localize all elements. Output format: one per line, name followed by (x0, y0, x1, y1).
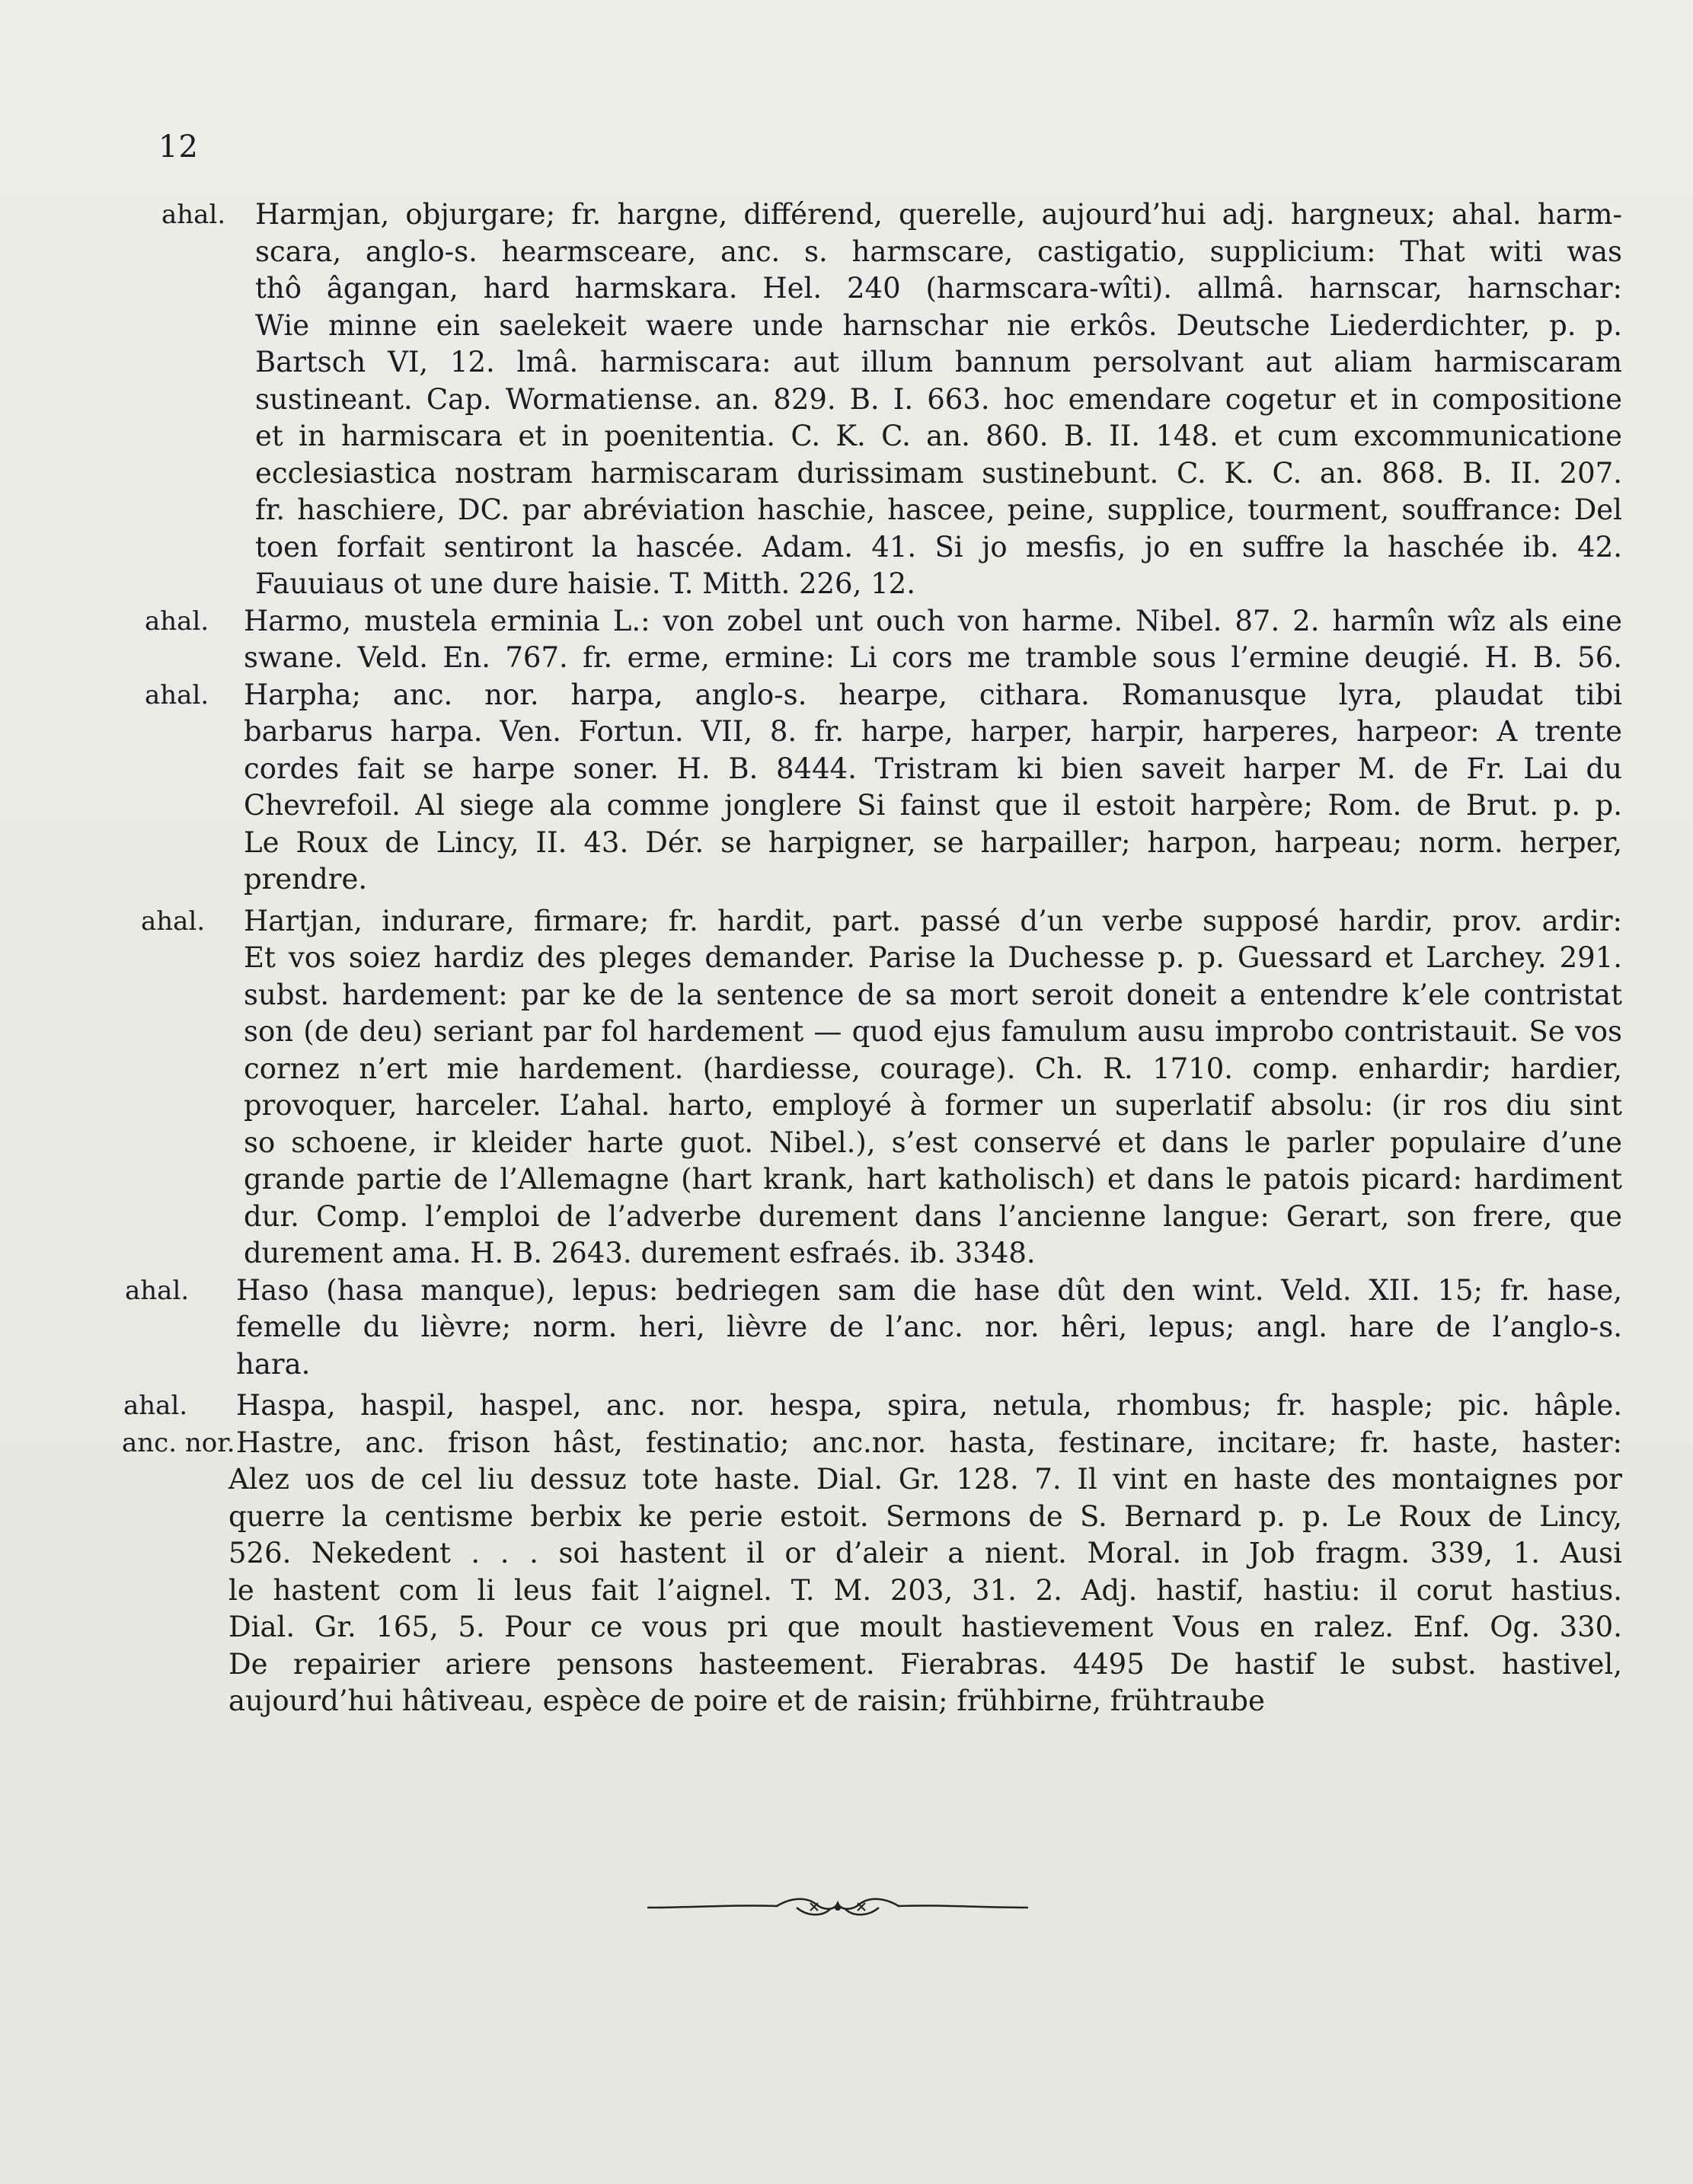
entry-language-label: ahal. (123, 1391, 188, 1421)
entry-line: cornez n’ert mie hardement. (hardiesse, courage). Ch. R. 1710. comp. enhardir; hardier, (244, 1052, 1622, 1085)
entry-language-label: ahal. (125, 1275, 190, 1306)
entry-line: subst. hardement: par ke de la sentence de sa mort seroit doneit a entendre k’ele contristat (244, 978, 1622, 1011)
entry-line: son (de deu) seriant par fol hardement — quod ejus famulum ausu improbo contristauit. Se vos (244, 1015, 1622, 1048)
entry-haspa (114, 1387, 1622, 1425)
entry-haso (114, 1272, 1622, 1384)
entry-line: swane. Veld. En. 767. fr. erme, ermine: Li cors me tramble sous l’ermine deugié. H. B. 56. (244, 641, 1622, 674)
entry-harpha (114, 677, 1622, 899)
entry-line: Bartsch VI, 12. lmâ. harmiscara: aut illum bannum persolvant aut aliam harmiscaram (255, 346, 1622, 378)
entry-line: toen forfait sentiront la hascée. Adam. 41. Si jo mesfis, jo en suffre la haschée ib. 42. (255, 530, 1622, 564)
ornamental-rule-icon (647, 1891, 1028, 1924)
entry-line: Alez uos de cel liu dessuz tote haste. Dial. Gr. 128. 7. Il vint en haste des montaignes por (228, 1463, 1622, 1496)
dictionary-entries (114, 196, 1622, 1720)
page-number: 12 (158, 129, 199, 164)
entry-line: durement ama. H. B. 2643. durement esfraés. ib. 3348. (244, 1237, 1036, 1269)
entry-line: sustineant. Cap. Wormatiense. an. 829. B. I. 663. hoc emendare cogetur et in compositione (255, 382, 1622, 416)
entry-line: Le Roux de Lincy, II. 43. Dér. se harpigner, se harpailler; harpon, harpeau; norm. herper, (244, 825, 1622, 859)
entry-line: Fauuiaus ot une dure haisie. T. Mitth. 226, 12. (255, 567, 915, 600)
entry-line: Wie minne ein saelekeit waere unde harnschar nie erkôs. Deutsche Liederdichter, p. p. (255, 308, 1622, 342)
entry-line: ecclesiastica nostram harmiscaram durissimam sustinebunt. C. K. C. an. 868. B. II. 207. (255, 456, 1622, 490)
entry-line: querre la centisme berbix ke perie estoit. Sermons de S. Bernard p. p. Le Roux de Lincy, (228, 1499, 1622, 1533)
entry-line: le hastent com li leus fait l’aignel. T. M. 203, 31. 2. Adj. hastif, hastiu: il corut hastius. (228, 1573, 1622, 1607)
entry-line: et in harmiscara et in poenitentia. C. K. C. an. 860. B. II. 148. et cum excommunicatione (255, 420, 1622, 452)
entry-line: thô âgangan, hard harmskara. Hel. 240 (harmscara-wîti). allmâ. harnscar, harnschar: (255, 272, 1622, 305)
entry-line: prendre. (244, 863, 368, 896)
entry-line: barbarus harpa. Ven. Fortun. VII, 8. fr. harpe, harper, harpir, harperes, harpeor: A trente (244, 715, 1622, 748)
entry-line: scara, anglo-s. hearmsceare, anc. s. harmscare, castigatio, supplicium: That witi was (255, 235, 1622, 268)
entry-line: so schoene, ir kleider harte guot. Nibel.), s’est conservé et dans le parler populaire d’une (244, 1126, 1622, 1159)
entry-line: De repairier ariere pensons hasteement. Fierabras. 4495 De hastif le subst. hastivel, (228, 1647, 1622, 1681)
entry-line: Harmjan, objurgare; fr. hargne, différend, querelle, aujourd’hui adj. hargneux; ahal. harm- (255, 198, 1622, 231)
entry-line: Haso (hasa manque), lepus: bedriegen sam die hase dût den wint. Veld. XII. 15; fr. hase, (236, 1273, 1622, 1307)
entry-line: Harpha; anc. nor. harpa, anglo-s. hearpe, cithara. Romanusque lyra, plaudat tibi (244, 678, 1622, 711)
entry-line: Hartjan, indurare, firmare; fr. hardit, part. passé d’un verbe supposé hardir, prov. ardir: (244, 904, 1622, 937)
entry-line: provoquer, harceler. L’ahal. harto, employé à former un superlatif absolu: (ir ros diu sint (244, 1089, 1622, 1122)
entry-language-label: ahal. (141, 905, 206, 937)
entry-harmo (114, 603, 1622, 677)
entry-line: fr. haschiere, DC. par abréviation haschie, hascee, peine, supplice, tourment, souffrance: Del (255, 493, 1622, 526)
entry-line: Chevrefoil. Al siege ala comme jonglere Si fainst que il estoit harpère; Rom. de Brut. p. p. (244, 789, 1622, 822)
entry-language-label: ahal. (145, 679, 209, 710)
entry-line: Hastre, anc. frison hâst, festinatio; anc.nor. hasta, festinare, incitare; fr. haste, haster: (236, 1426, 1622, 1459)
entry-language-label: ahal. (145, 605, 209, 637)
entry-language-label: anc. nor. (122, 1427, 235, 1458)
entry-line: hara. (236, 1347, 311, 1381)
entry-line: dur. Comp. l’emploi de l’adverbe durement dans l’ancienne langue: Gerart, son frere, que (244, 1199, 1622, 1233)
entry-line: Et vos soiez hardiz des pleges demander. Parise la Duchesse p. p. Guessard et Larchey. 291. (244, 941, 1622, 974)
entry-line: femelle du lièvre; norm. heri, lièvre de l’anc. nor. hêri, lepus; angl. hare de l’anglo-s. (236, 1311, 1622, 1343)
entry-line: 526. Nekedent . . . soi hastent il or d’aleir a nient. Moral. in Job fragm. 339, 1. Ausi (228, 1537, 1622, 1569)
entry-language-label: ahal. (161, 200, 226, 230)
entry-hartjan (114, 903, 1622, 1272)
entry-harmjan (114, 196, 1622, 603)
entry-line: grande partie de l’Allemagne (hart krank, hart katholisch) et dans le patois picard: hardiment (244, 1163, 1622, 1196)
entry-line: aujourd’hui hâtiveau, espèce de poire et de raisin; frühbirne, frühtraube (228, 1684, 1265, 1717)
entry-hastre (114, 1425, 1622, 1720)
entry-line: Harmo, mustela erminia L.: von zobel unt ouch von harme. Nibel. 87. 2. harmîn wîz als eine (244, 604, 1622, 637)
entry-line: cordes fait se harpe soner. H. B. 8444. Tristram ki bien saveit harper M. de Fr. Lai du (244, 752, 1622, 785)
entry-line: Dial. Gr. 165, 5. Pour ce vous pri que moult hastievement Vous en ralez. Enf. Og. 330. (228, 1611, 1622, 1643)
entry-line: Haspa, haspil, haspel, anc. nor. hespa, spira, netula, rhombus; fr. hasple; pic. hâple. (236, 1389, 1622, 1422)
